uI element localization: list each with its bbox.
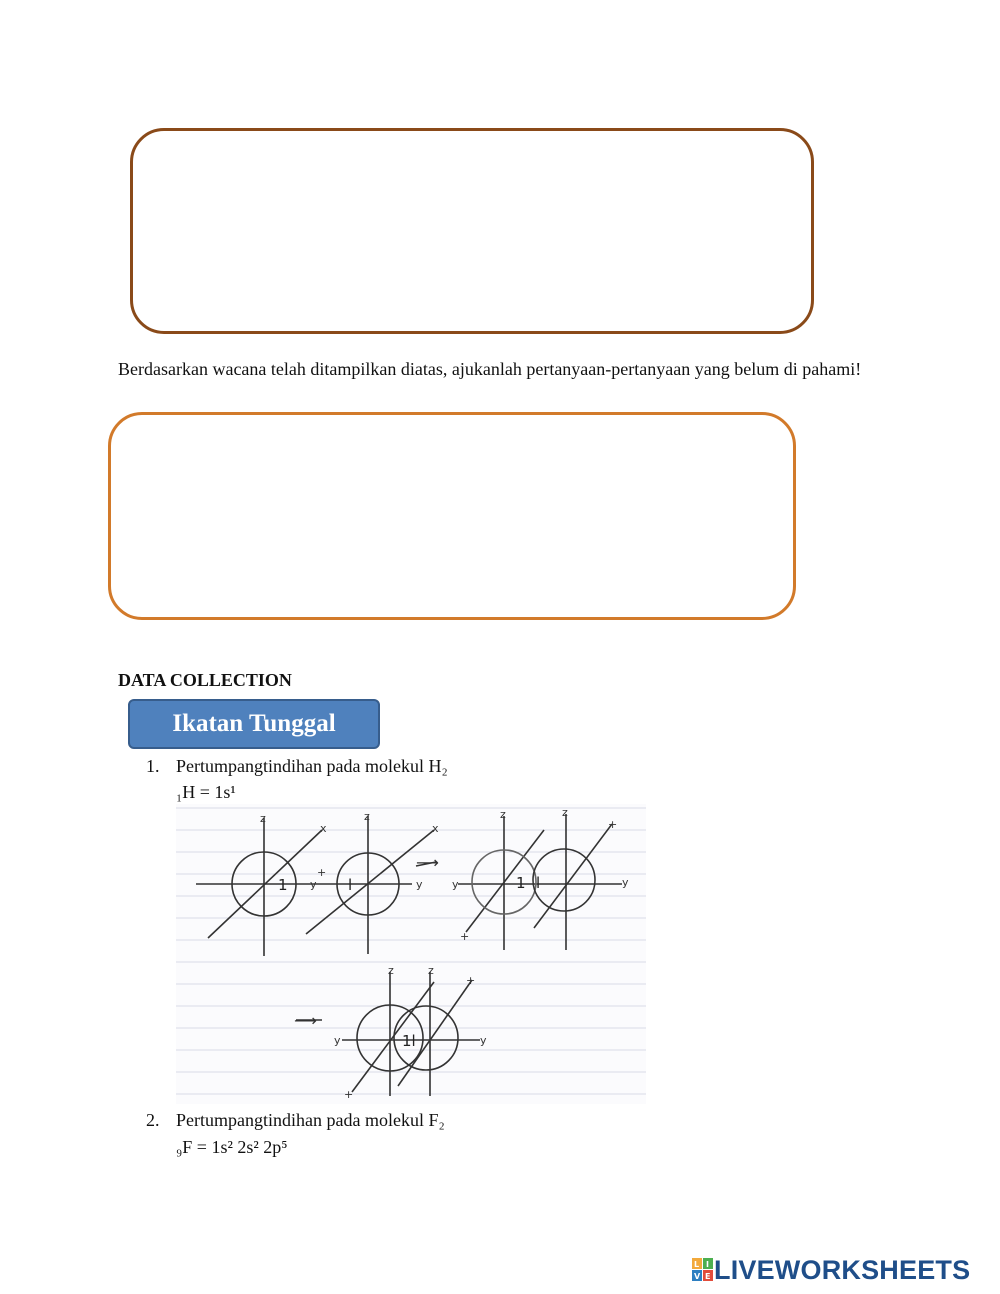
subtitle-banner: Ikatan Tunggal: [128, 699, 380, 749]
logo-letter-e: E: [705, 1272, 711, 1281]
item-text-2: Pertumpangtindihan pada molekul F₂: [176, 1110, 445, 1130]
orbital-circle-4: [533, 849, 595, 911]
arrow-1: ⟶: [416, 853, 439, 872]
label-z-4: z: [562, 806, 568, 819]
label-z-6: z: [428, 964, 434, 977]
label-plus-2: +: [608, 818, 618, 831]
label-plus-4: +: [466, 974, 476, 987]
item-text-1: Pertumpangtindihan pada molekul H₂: [176, 756, 448, 776]
instruction-text: Berdasarkan wacana telah ditampilkan diatas, ajukanlah pertanyaan-pertanyaan yang belum di pahami!: [118, 359, 862, 379]
orbital-overlap-figure: [176, 804, 646, 1104]
section-heading: DATA COLLECTION: [118, 670, 292, 690]
label-y-3: y: [452, 878, 459, 891]
orbital-drawings: [196, 814, 622, 1096]
x-axis-4: [534, 824, 612, 928]
logo-letter-l: L: [694, 1260, 700, 1269]
electron-config-1: ₁H = 1s¹: [176, 782, 236, 802]
electron-down-2: l: [536, 874, 541, 892]
electron-up-2: 1: [516, 874, 526, 892]
label-plus-1: +: [317, 866, 327, 879]
logo-text: LIVEWORKSHEETS: [714, 1254, 971, 1285]
answer-box-1[interactable]: [130, 128, 814, 334]
electron-config-2: ₉F = 1s² 2s² 2p⁵: [176, 1137, 288, 1157]
label-y-2: y: [416, 878, 423, 891]
label-z-3: z: [500, 808, 506, 821]
logo-letter-i: I: [706, 1260, 709, 1269]
electron-up-1: 1: [278, 876, 288, 894]
item-number-2: 2.: [146, 1110, 160, 1130]
label-z-5: z: [388, 964, 394, 977]
label-z-2: z: [364, 810, 370, 823]
logo-letter-v: V: [694, 1272, 701, 1281]
liveworksheets-logo: [692, 1256, 970, 1284]
orbital-sketch: [176, 804, 646, 1104]
label-x-2: x: [432, 822, 439, 835]
label-y-1: y: [310, 878, 317, 891]
label-plus-5: +: [344, 1088, 354, 1101]
question-input[interactable]: [111, 415, 797, 621]
label-x-1: x: [320, 822, 327, 835]
electron-down-1: l: [348, 876, 353, 894]
electron-pair: 1l: [402, 1032, 416, 1050]
label-y-4: y: [622, 876, 629, 889]
label-plus-3: +: [460, 930, 470, 943]
arrow-2: ⟶: [294, 1011, 317, 1030]
question-box[interactable]: [108, 412, 796, 620]
logo-icon: [692, 1258, 714, 1282]
label-z-1: z: [260, 812, 266, 825]
x-axis-5: [352, 982, 434, 1092]
label-y-6: y: [480, 1034, 487, 1047]
answer-input-1[interactable]: [133, 131, 815, 335]
item-number-1: 1.: [146, 756, 160, 776]
label-y-5: y: [334, 1034, 341, 1047]
